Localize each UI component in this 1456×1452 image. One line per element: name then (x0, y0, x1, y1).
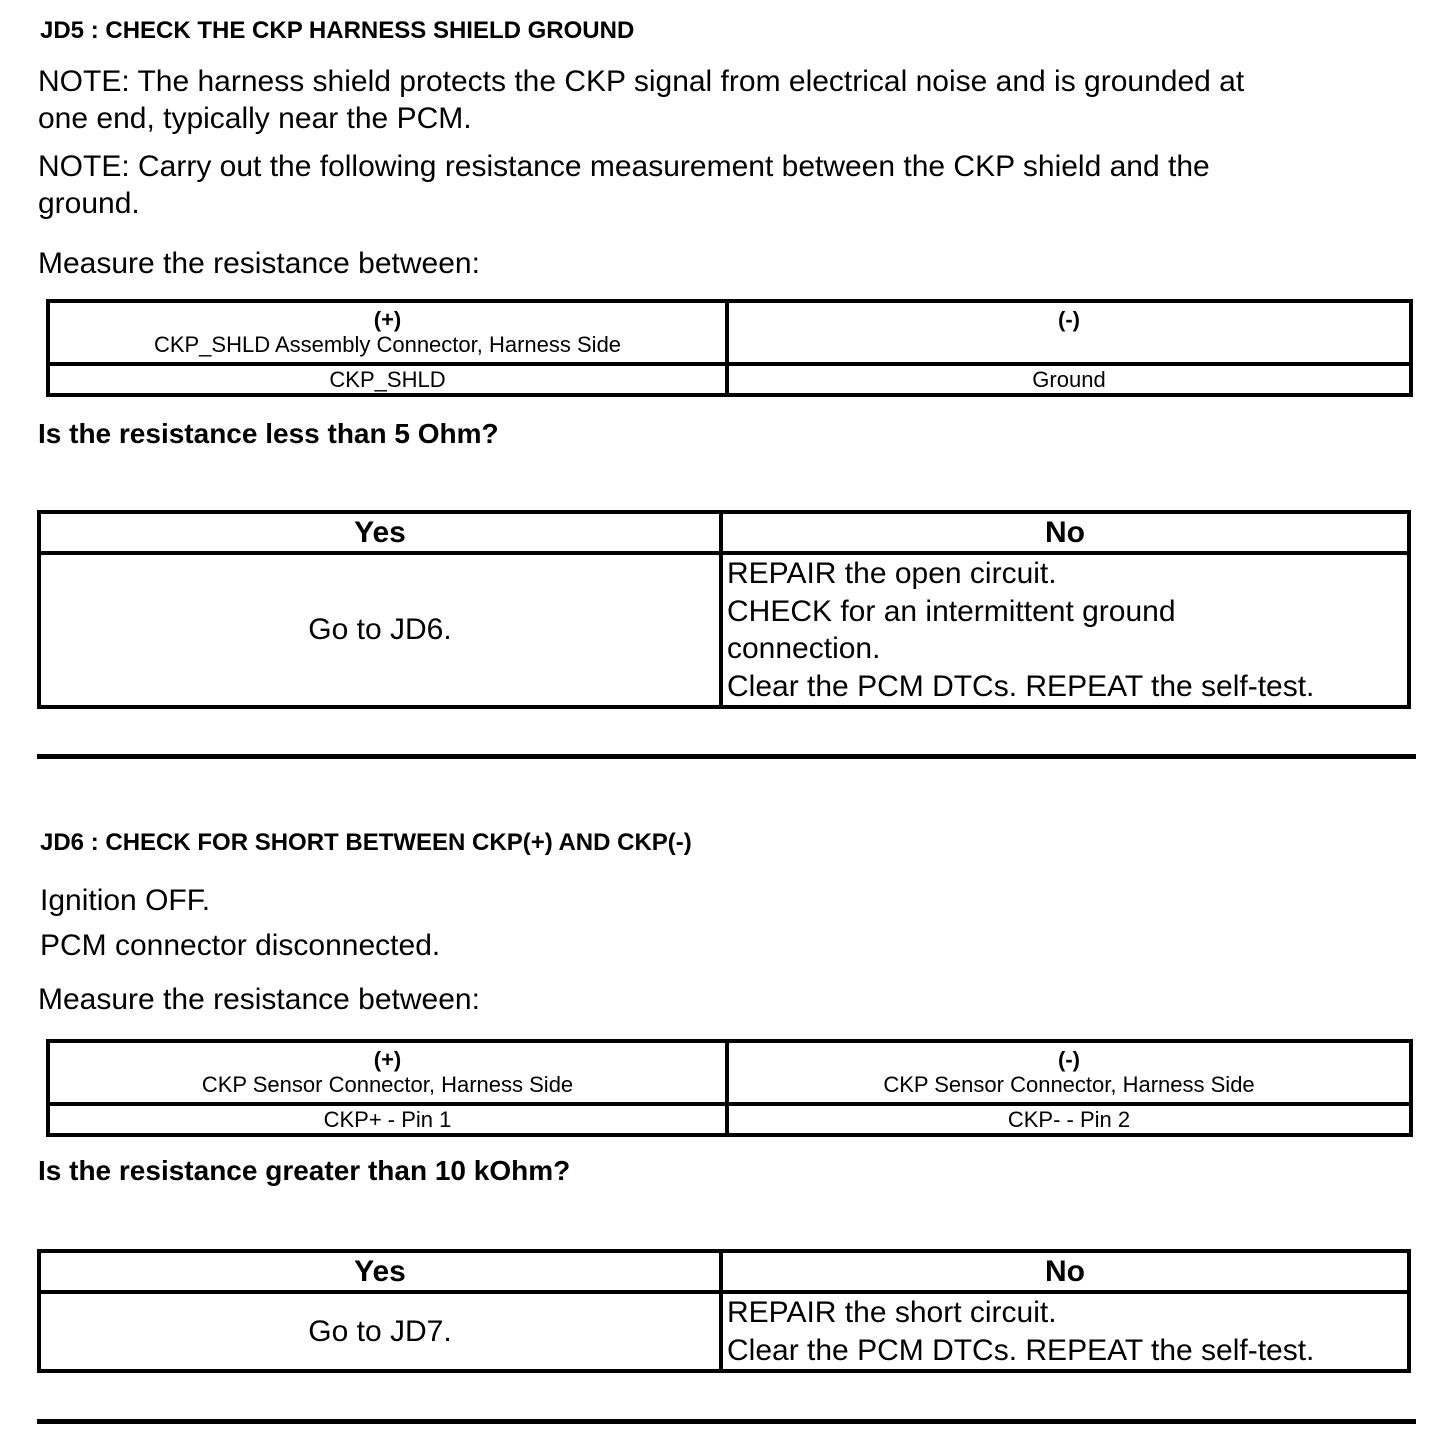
step-heading-jd6: JD6 : CHECK FOR SHORT BETWEEN CKP(+) AND CKP(-) (40, 829, 692, 856)
no-actions (721, 553, 1409, 707)
result-table-jd5 (37, 510, 1411, 709)
measurement-table-jd6 (46, 1039, 1413, 1137)
question-jd5: Is the resistance less than 5 Ohm? (38, 418, 499, 449)
conditions (40, 878, 440, 968)
no-actions (721, 1292, 1409, 1371)
yes-header: Yes (39, 1251, 721, 1292)
positive-pin: CKP+ - Pin 1 (48, 1104, 727, 1135)
yes-action: Go to JD7. (39, 1292, 721, 1371)
measurement-value-row (48, 364, 1411, 395)
positive-connector: CKP Sensor Connector, Harness Side (201, 1072, 574, 1097)
note-line: one end, typically near the PCM. (38, 102, 472, 135)
positive-sign: (+) (373, 307, 402, 332)
no-action-line: REPAIR the open circuit. (727, 557, 1057, 590)
section-divider (37, 754, 1416, 759)
negative-pin: CKP- - Pin 2 (727, 1104, 1411, 1135)
no-action-line: REPAIR the short circuit. (727, 1296, 1057, 1329)
result-table-jd6 (37, 1249, 1411, 1373)
no-action-line: Clear the PCM DTCs. REPEAT the self-test. (727, 669, 1315, 703)
section-divider (37, 1419, 1416, 1424)
result-header-row (39, 1251, 1409, 1292)
positive-probe-header (48, 1041, 727, 1104)
negative-sign: (-) (1058, 1047, 1080, 1072)
no-action-line: CHECK for an intermittent ground (727, 594, 1176, 628)
condition-line: PCM connector disconnected. (40, 929, 441, 962)
yes-header: Yes (39, 512, 721, 553)
measurement-value-row (48, 1104, 1411, 1135)
measure-label: Measure the resistance between: (38, 983, 480, 1016)
negative-connector: CKP Sensor Connector, Harness Side (883, 1072, 1255, 1097)
no-header: No (721, 1251, 1409, 1292)
note-shield-purpose (38, 63, 1244, 137)
negative-probe-header (727, 1041, 1411, 1104)
positive-pin: CKP_SHLD (48, 364, 727, 395)
no-action-line: Clear the PCM DTCs. REPEAT the self-test. (727, 1333, 1315, 1367)
no-action-line: connection. (727, 632, 881, 665)
note-line: ground. (38, 187, 140, 220)
step-heading-jd5: JD5 : CHECK THE CKP HARNESS SHIELD GROUND (40, 17, 635, 44)
measure-label: Measure the resistance between: (38, 247, 480, 280)
result-body-row (39, 1292, 1409, 1371)
result-header-row (39, 512, 1409, 553)
note-measurement (38, 148, 1210, 222)
measurement-table-jd5 (46, 299, 1413, 397)
condition-line: Ignition OFF. (40, 884, 211, 917)
measurement-header-row (48, 301, 1411, 364)
negative-probe-header (727, 301, 1411, 364)
negative-sign: (-) (1058, 307, 1080, 332)
measurement-header-row (48, 1041, 1411, 1104)
positive-probe-header (48, 301, 727, 364)
positive-sign: (+) (373, 1047, 402, 1072)
result-body-row (39, 553, 1409, 707)
note-line: NOTE: Carry out the following resistance measurement between the CKP shield and the (38, 150, 1210, 183)
question-jd6: Is the resistance greater than 10 kOhm? (38, 1155, 571, 1186)
negative-pin: Ground (727, 364, 1411, 395)
note-line: NOTE: The harness shield protects the CKP signal from electrical noise and is grounded at (38, 65, 1245, 98)
positive-connector: CKP_SHLD Assembly Connector, Harness Side (153, 332, 622, 357)
no-header: No (721, 512, 1409, 553)
yes-action: Go to JD6. (39, 553, 721, 707)
